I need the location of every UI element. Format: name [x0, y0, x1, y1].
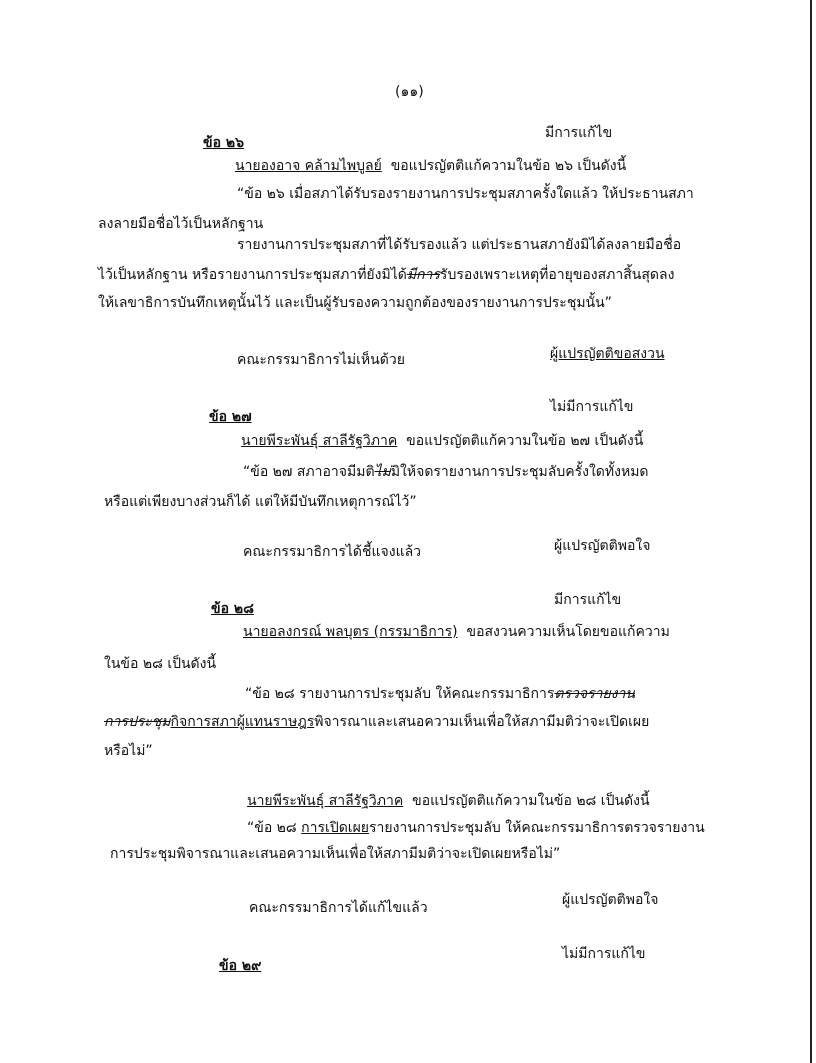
section-27-struck-text: ไม่ — [374, 464, 391, 480]
section-28-request-1: ขอสงวนความเห็นโดยขอแก้ความ — [466, 624, 670, 640]
section-28-inserted-text: กิจการสภาผู้แทนราษฎร — [170, 714, 315, 730]
section-28-quote-line-1-part-a: “ข้อ ๒๘ รายงานการประชุมลับ ให้คณะกรรมาธิการ — [245, 686, 555, 702]
section-26-amender: นายองอาจ คล้ามไพบูลย์ — [235, 158, 382, 174]
section-27-result: ผู้แปรญัตติพอใจ — [554, 538, 651, 554]
page-number: (๑๑) — [395, 84, 424, 100]
section-27-amendment-line — [241, 432, 643, 450]
section-26-committee-opinion: คณะกรรมาธิการไม่เห็นด้วย — [237, 352, 405, 368]
section-26-quote-line-4-part-a: ไว้เป็นหลักฐาน หรือรายงานการประชุมสภาที่ยังมิได้ — [98, 267, 407, 283]
section-28-revision-line-1-part-b: รายงานการประชุมลับ ให้คณะกรรมาธิการตรวจรายงาน — [368, 820, 705, 836]
section-28-result: ผู้แปรญัตติพอใจ — [562, 892, 659, 908]
section-28-struck-text-2: การประชุม — [104, 714, 171, 730]
section-28-request-1-cont: ในข้อ ๒๘ เป็นดังนี้ — [104, 656, 217, 672]
section-27-committee-opinion: คณะกรรมาธิการได้ชี้แจงแล้ว — [243, 544, 422, 560]
section-27-quote-line-2: หรือแต่เพียงบางส่วนก็ได้ แต่ให้มีบันทึกเหตุการณ์ไว้” — [104, 494, 417, 510]
section-26-quote-line-2: ลงลายมือชื่อไว้เป็นหลักฐาน — [98, 216, 264, 232]
section-26-quote-line-3: รายงานการประชุมสภาที่ได้รับรองแล้ว แต่ประธานสภายังมิได้ลงลายมือชื่อ — [237, 237, 682, 253]
section-28-quote-line-2-part-b: พิจารณาและเสนอความเห็นเพื่อให้สภามีมติว่าจะเปิดเผย — [314, 714, 650, 730]
section-26-heading: ข้อ ๒๖ — [203, 135, 244, 151]
section-28-quote-line-2 — [104, 713, 649, 731]
section-28-amendment-line-2 — [247, 792, 650, 810]
section-26-status: มีการแก้ไข — [545, 125, 613, 141]
section-28-status: มีการแก้ไข — [554, 592, 622, 608]
section-27-quote-line-1-part-a: “ข้อ ๒๗ สภาอาจมีมติ — [243, 464, 375, 480]
section-26-quote-line-4-part-b: รับรองเพราะเหตุที่อายุของสภาสิ้นสุดลง — [439, 267, 675, 283]
section-27-quote-line-1 — [243, 463, 649, 481]
section-29-heading: ข้อ ๒๙ — [219, 958, 262, 974]
section-26-quote-line-1: “ข้อ ๒๖ เมื่อสภาได้รับรองรายงานการประชุมสภาครั้งใดแล้ว ให้ประธานสภา — [237, 186, 694, 202]
section-27-heading: ข้อ ๒๗ — [209, 409, 252, 425]
section-27-amender: นายพีระพันธุ์ สาลีรัฐวิภาค — [241, 433, 398, 449]
section-28-revision-line-2: การประชุมพิจารณาและเสนอความเห็นเพื่อให้สภามีมติว่าจะเปิดเผยหรือไม่” — [110, 846, 561, 862]
section-27-status: ไม่มีการแก้ไข — [550, 399, 634, 415]
section-28-revision-inserted-text: การเปิดเผย — [301, 820, 369, 836]
section-28-quote-line-3: หรือไม่” — [104, 743, 153, 759]
section-28-heading: ข้อ ๒๘ — [211, 601, 254, 617]
section-26-quote-line-4 — [98, 266, 674, 284]
section-28-amender-2: นายพีระพันธุ์ สาลีรัฐวิภาค — [247, 793, 404, 809]
section-28-revision-line-1-part-a: “ข้อ ๒๘ — [247, 820, 297, 836]
section-29-status: ไม่มีการแก้ไข — [562, 946, 646, 962]
section-26-struck-text: มีการ — [406, 267, 440, 283]
section-27-quote-line-1-part-b: มิให้จดรายงานการประชุมลับครั้งใดทั้งหมด — [390, 464, 649, 480]
section-28-quote-line-1 — [245, 685, 635, 703]
section-28-revision-line-1 — [247, 819, 705, 837]
section-28-committee-opinion: คณะกรรมาธิการได้แก้ไขแล้ว — [249, 900, 428, 916]
section-28-request-2: ขอแปรญัตติแก้ความในข้อ ๒๘ เป็นดังนี้ — [412, 793, 650, 809]
section-26-result: ผู้แปรญัตติขอสงวน — [550, 346, 665, 362]
section-27-request: ขอแปรญัตติแก้ความในข้อ ๒๗ เป็นดังนี้ — [406, 433, 644, 449]
section-26-quote-line-5: ให้เลขาธิการบันทึกเหตุนั้นไว้ และเป็นผู้รับรองความถูกต้องของรายงานการประชุมนั้น” — [98, 295, 612, 311]
section-28-amendment-line-1 — [243, 623, 670, 641]
scan-edge-right — [810, 0, 812, 1063]
section-26-amendment-line — [235, 157, 626, 175]
section-28-amender-1: นายอลงกรณ์ พลบุตร (กรรมาธิการ) — [243, 624, 458, 640]
section-26-request: ขอแปรญัตติแก้ความในข้อ ๒๖ เป็นดังนี้ — [390, 158, 627, 174]
section-28-struck-text-1: ตรวจรายงาน — [554, 686, 635, 702]
